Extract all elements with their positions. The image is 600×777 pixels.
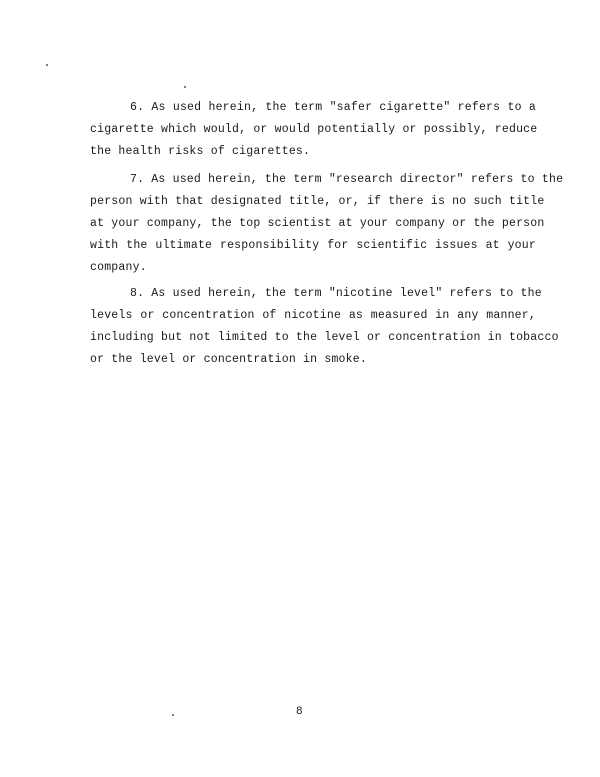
paragraph-line: 7. As used herein, the term "research director" refers to the — [130, 173, 564, 186]
paragraph-line: 6. As used herein, the term "safer cigarette" refers to a — [130, 101, 536, 114]
paragraph-line: or the level or concentration in smoke. — [90, 353, 367, 366]
scan-speck — [172, 714, 174, 716]
paragraph-line: person with that designated title, or, if there is no such title — [90, 195, 545, 208]
scan-speck — [184, 86, 186, 88]
paragraph-line: including but not limited to the level or concentration in tobacco — [90, 331, 559, 344]
page-number: 8 — [296, 706, 303, 718]
paragraph-definition-nicotine-level — [90, 283, 559, 371]
paragraph-definition-research-director — [90, 169, 564, 279]
paragraph-line: company. — [90, 261, 147, 274]
paragraph-line: 8. As used herein, the term "nicotine level" refers to the — [130, 287, 542, 300]
paragraph-line: levels or concentration of nicotine as measured in any manner, — [90, 309, 536, 322]
paragraph-line: the health risks of cigarettes. — [90, 145, 311, 158]
paragraph-line: with the ultimate responsibility for scientific issues at your — [90, 239, 536, 252]
scan-speck — [46, 64, 48, 66]
paragraph-line: at your company, the top scientist at your company or the person — [90, 217, 545, 230]
paragraph-line: cigarette which would, or would potentially or possibly, reduce — [90, 123, 538, 136]
paragraph-definition-safer-cigarette — [90, 97, 536, 163]
